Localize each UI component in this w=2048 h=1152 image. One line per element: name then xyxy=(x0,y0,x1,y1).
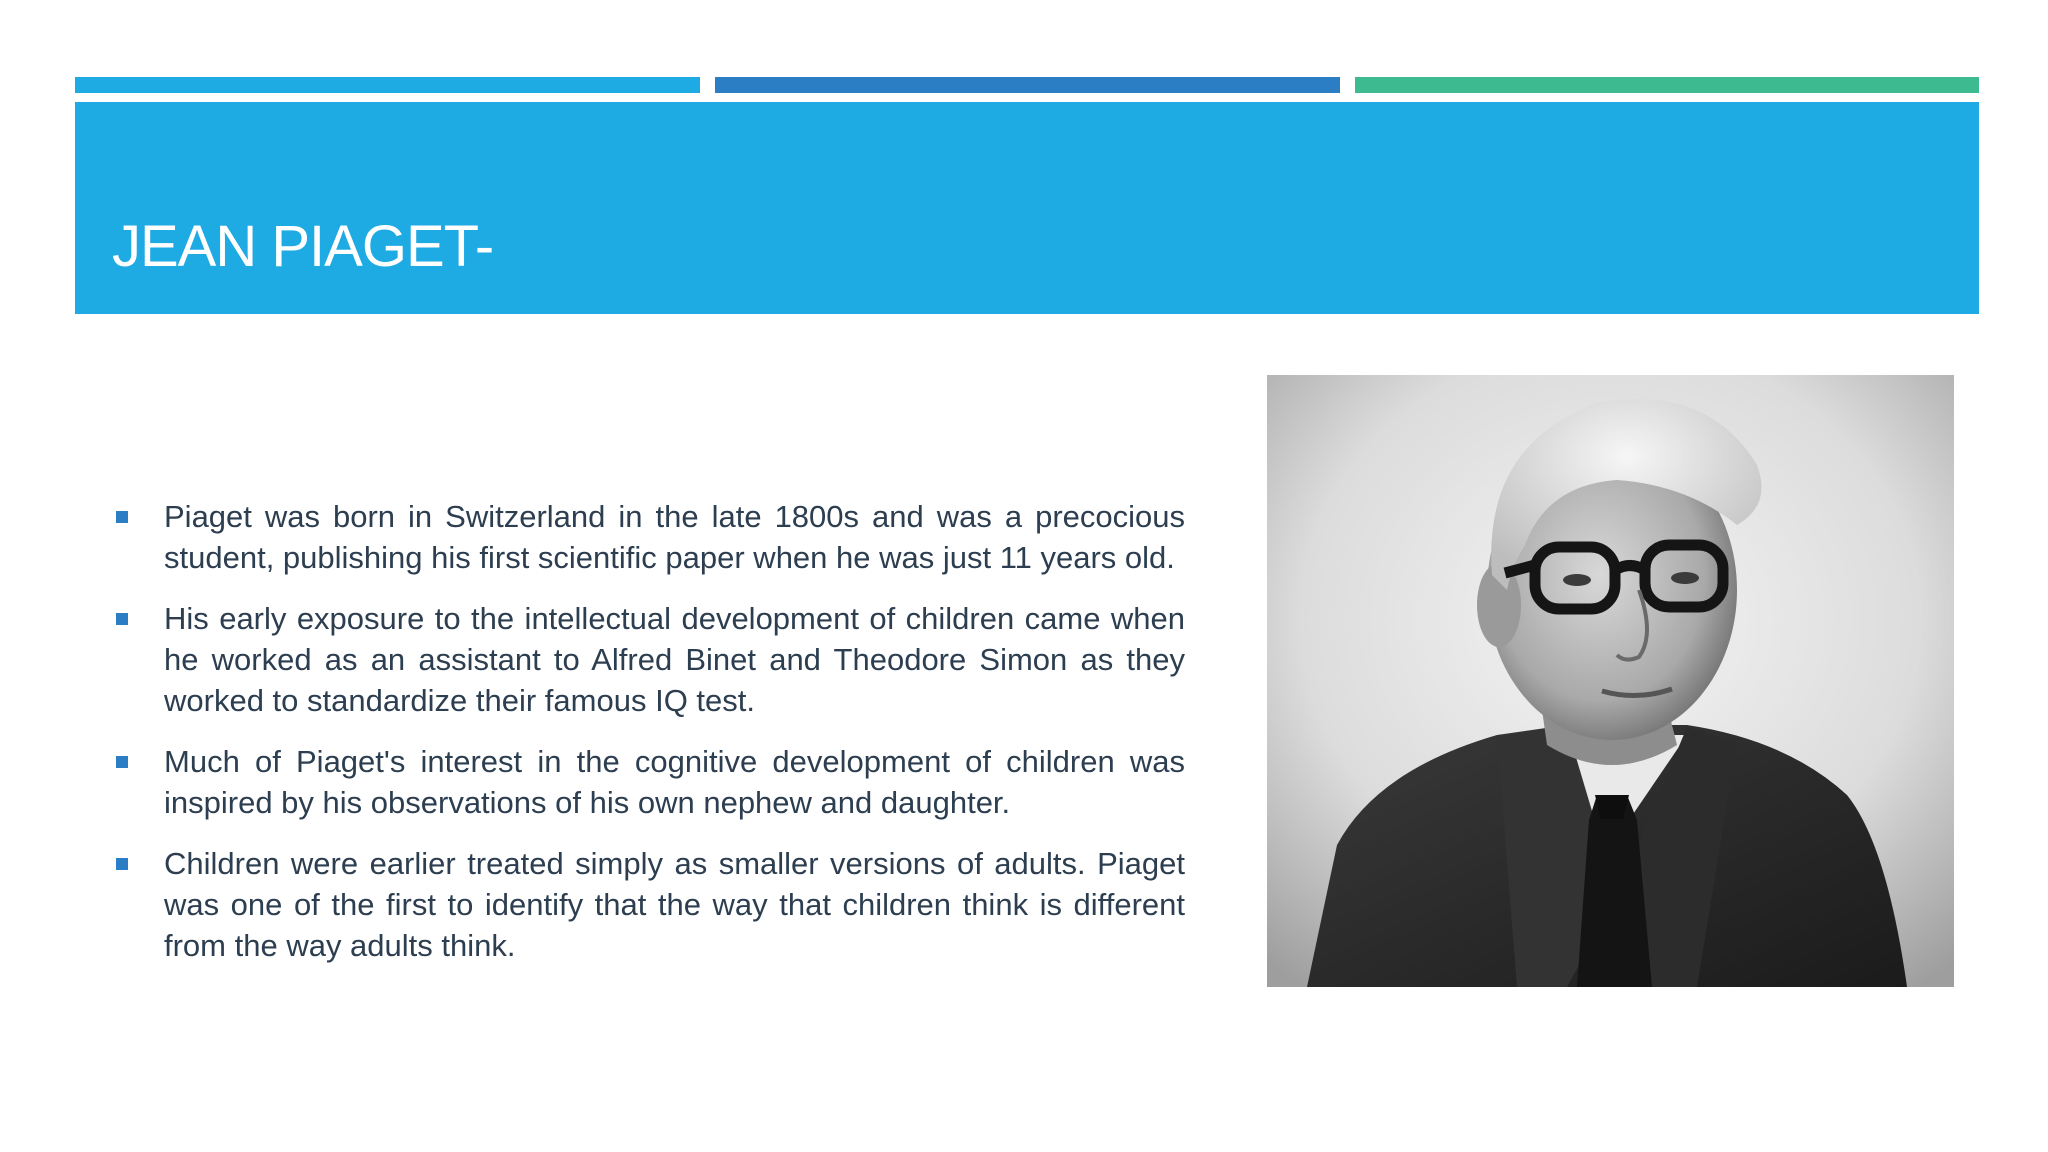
square-bullet-icon xyxy=(116,511,128,523)
square-bullet-icon xyxy=(116,613,128,625)
bullet-text: Children were earlier treated simply as smaller versions of adults. Piaget was one of the first to identify that the way that children think is different from the way adults think. xyxy=(164,846,1185,963)
accent-bar-dark-blue xyxy=(715,77,1340,93)
bullet-text: Piaget was born in Switzerland in the late 1800s and was a precocious student, publishing his first scientific paper when he was just 11 years old. xyxy=(164,499,1185,575)
bullet-item xyxy=(110,598,1185,721)
bullet-item xyxy=(110,843,1185,966)
title-band xyxy=(75,102,1979,314)
bullet-list xyxy=(110,496,1185,986)
accent-bar-green xyxy=(1355,77,1979,93)
slide-title: JEAN PIAGET- xyxy=(112,214,494,279)
bullet-text: Much of Piaget's interest in the cognitive development of children was inspired by his observations of his own nephew and daughter. xyxy=(164,744,1185,820)
square-bullet-icon xyxy=(116,756,128,768)
accent-bar-light-blue xyxy=(75,77,700,93)
portrait-photo xyxy=(1267,375,1954,987)
bullet-item xyxy=(110,741,1185,823)
bullet-text: His early exposure to the intellectual development of children came when he worked as an assistant to Alfred Binet and Theodore Simon as they worked to standardize their famous IQ test. xyxy=(164,601,1185,718)
bullet-item xyxy=(110,496,1185,578)
square-bullet-icon xyxy=(116,858,128,870)
